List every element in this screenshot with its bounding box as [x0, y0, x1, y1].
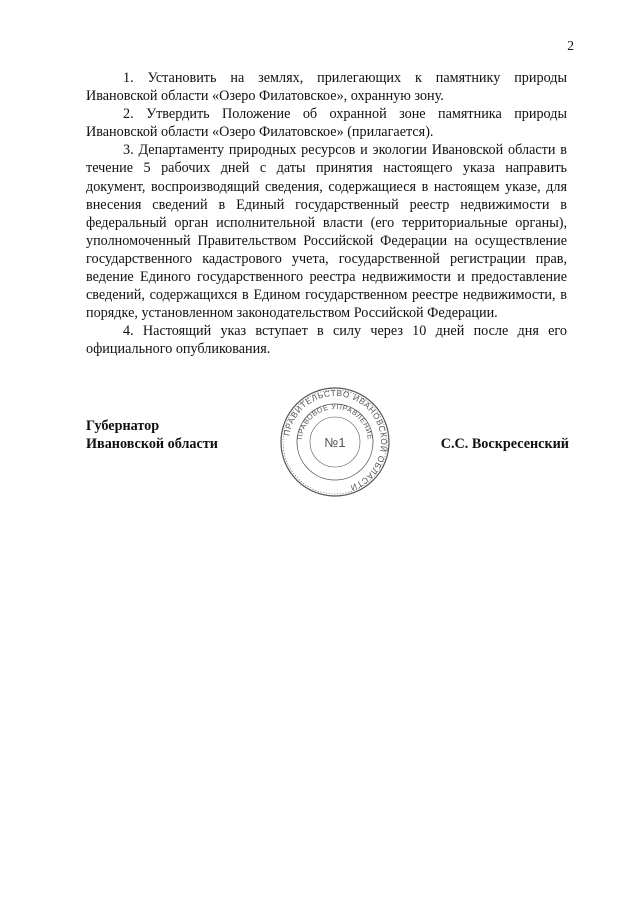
paragraph-4: 4. Настоящий указ вступает в силу через 10 дней после дня его официального опубликования. — [86, 323, 567, 358]
seal-outer-text: ПРАВИТЕЛЬСТВО ИВАНОВСКОЙ ОБЛАСТИ — [281, 387, 390, 494]
signatory-title — [86, 417, 218, 453]
signature-block — [86, 387, 569, 517]
paragraph-1: 1. Установить на землях, прилегающих к памятнику природы Ивановской области «Озеро Филатовское», охранную зону. — [86, 70, 567, 105]
paragraph-2: 2. Утвердить Положение об охранной зоне памятника природы Ивановской области «Озеро Филатовское» (прилагается). — [86, 106, 567, 141]
signatory-title-line2: Ивановской области — [86, 436, 218, 452]
seal-graphic — [279, 386, 391, 498]
page-number: 2 — [567, 38, 574, 53]
official-seal — [279, 386, 391, 498]
signatory-name: С.С. Воскресенский — [440, 436, 569, 452]
document-body — [86, 69, 567, 359]
paragraph-3: 3. Департаменту природных ресурсов и экологии Ивановской области в течение 5 рабочих дней с даты принятия настоящего указа направить документ, воспроизводящий сведения, содержащиеся в настоящем указе, для внесения сведений в Единый государственный реестр недвижимости в федеральный орган исполнительной власти (его территориальные органы), уполномоченный Правительством Российской Федерации на осуществление государственного кадастрового учета, государственной регистрации прав, ведение Единого государственного реестра недвижимости и предоставление сведений, содержащихся в Едином государственном реестре недвижимости, в порядке, установленном законодательством Российской Федерации. — [86, 142, 567, 322]
seal-center-text: №1 — [324, 435, 346, 450]
seal-inner-text: ПРАВОВОЕ УПРАВЛЕНИЕ — [295, 401, 375, 441]
signatory-title-line1: Губернатор — [86, 418, 160, 434]
